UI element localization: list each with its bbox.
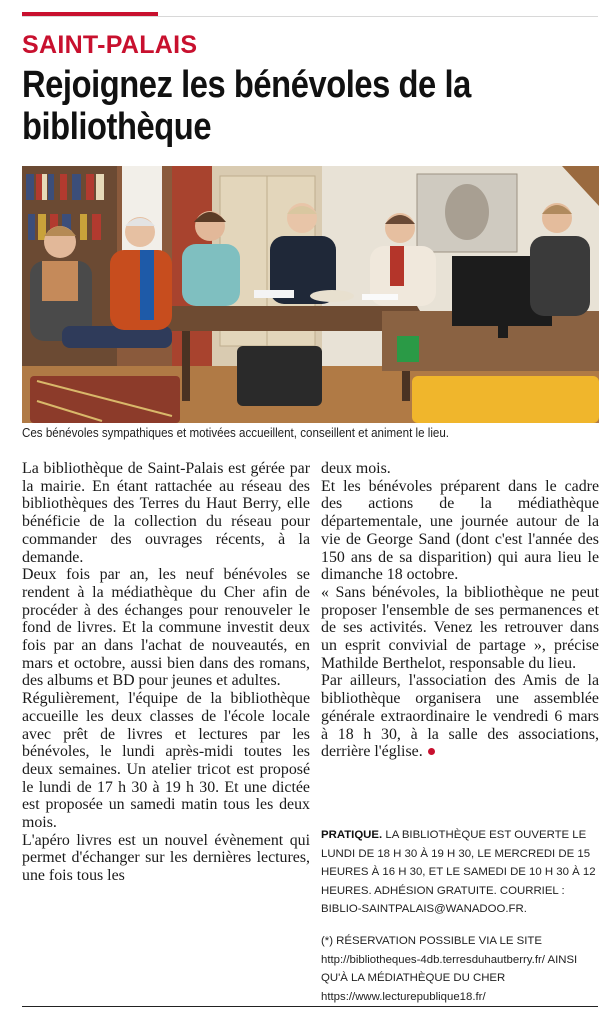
- paragraph-text: Par ailleurs, l'association des Amis de la bibliothèque organisera une assemblée générale extraordinaire le vendredi 6 mars à 18 h 30, à la salle des associations, derrière l'église.: [321, 672, 599, 761]
- reservation-note: (*) RÉSERVATION POSSIBLE VIA LE SITE http://bibliotheques-4db.terresduhautberry.fr/ AINSI QU'À LA MÉDIATHÈQUE DU CHER https://www.lecturepublique18.fr/: [321, 935, 578, 1003]
- end-mark-icon: [428, 748, 435, 755]
- photo-caption: Ces bénévoles sympathiques et motivées accueillent, conseillent et animent le lieu.: [22, 426, 449, 440]
- article-headline: Rejoignez les bénévoles de la bibliothèque: [22, 64, 471, 148]
- section-kicker: SAINT-PALAIS: [22, 31, 198, 59]
- paragraph: Et les bénévoles préparent dans le cadre des actions de la médiathèque départementale, une journée autour de la vie de George Sand (dont c'est l'année des 150 ans de sa disparition) qui aura lieu le dimanche 18 octobre.: [321, 477, 599, 584]
- practical-label: PRATIQUE.: [321, 829, 383, 841]
- paragraph: deux mois.: [321, 460, 391, 477]
- paragraph: Régulièrement, l'équipe de la bibliothèque accueille les deux classes de l'école locale avec prêt de livres et lectures par les bénévoles, le lundi après-midi toutes les deux semaines. Un atelier tricot est proposé le lundi de 17 h 30 à 19 h 30. Et une dictée est proposée un samedi matin tous les deux mois.: [22, 690, 310, 832]
- article-photo: [22, 166, 599, 423]
- practical-text: LA BIBLIOTHÈQUE EST OUVERTE LE LUNDI DE 18 H 30 À 19 H 30, LE MERCREDI DE 15 HEURES À 16 H 30, ET LE SAMEDI DE 10 H 30 À 12 HEURES. ADHÉSION GRATUITE. COURRIEL : BIBLIO-SAINTPALAIS@WANADOO.FR.: [321, 829, 596, 915]
- paragraph: Deux fois par an, les neuf bénévoles se rendent à la médiathèque du Cher afin de procéder à des échanges pour renouveler le fond de livres. Et la commune investit deux fois par an dans l'achat de nouveautés, en mars et octobre, aussi bien dans des romans, des albums et BD pour jeunes et adultes.: [22, 566, 310, 690]
- bottom-divider: [22, 1006, 598, 1007]
- paragraph: L'apéro livres est un nouvel évènement qui permet d'échanger sur les dernières lectures, une fois tous les: [22, 831, 310, 885]
- paragraph: « Sans bénévoles, la bibliothèque ne peut proposer l'ensemble de ses permanences et de ses activités. Venez les retrouver dans un esprit convivial de partage », précise Mathilde Berthelot, responsable du lieu.: [321, 583, 599, 672]
- paragraph: La bibliothèque de Saint-Palais est gérée par la mairie. En étant rattachée au réseau des bibliothèques des Terres du Haut Berry, elle bénéficie de la collection du réseau pour commander des ouvrages récents, à la demande.: [22, 460, 310, 566]
- practical-info: [321, 826, 601, 919]
- top-divider: [22, 16, 598, 17]
- paragraph-last: [321, 672, 599, 761]
- article-column-left: [22, 460, 310, 885]
- article-column-right: [321, 460, 599, 761]
